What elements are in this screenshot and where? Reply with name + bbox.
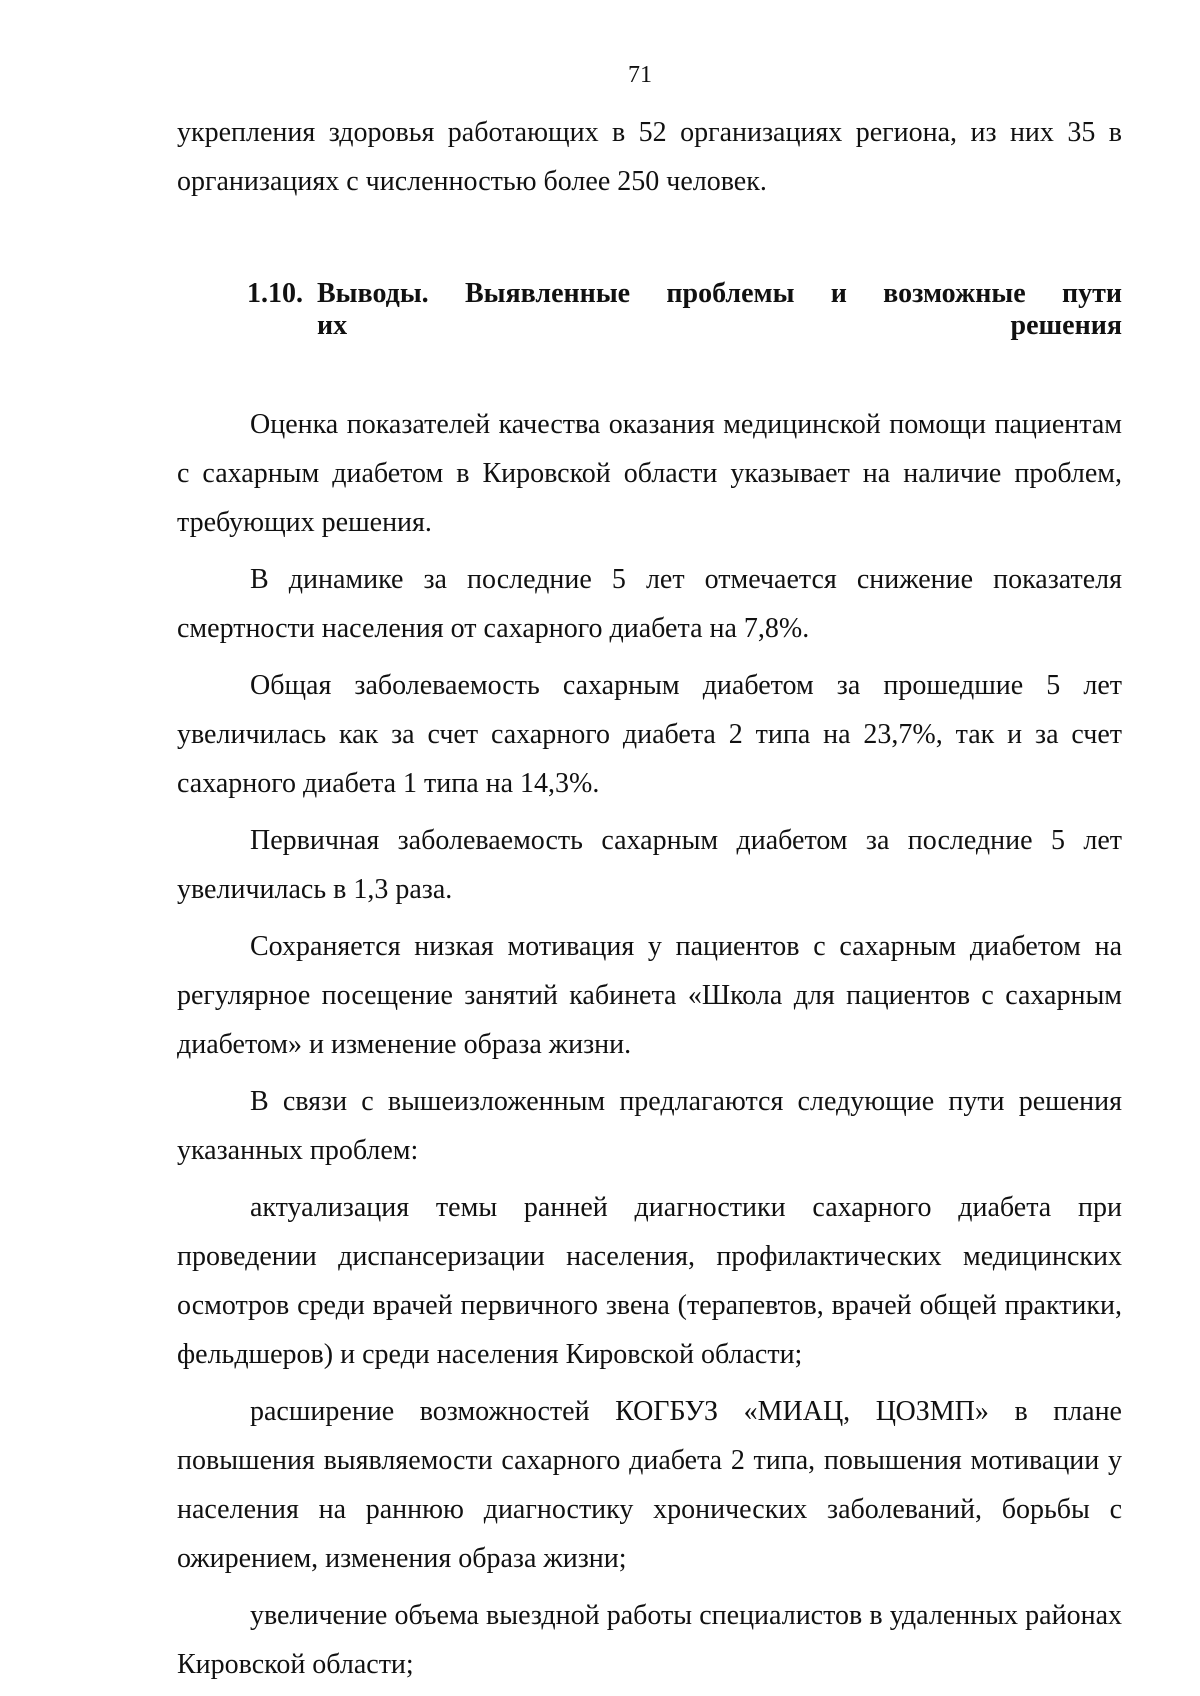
section-heading-line2: их решения xyxy=(317,310,1122,341)
page-number: 71 xyxy=(628,62,652,88)
paragraph: В динамике за последние 5 лет отмечается снижение показателя смертности населения от сахарного диабета на 7,8%. xyxy=(177,564,1122,644)
section-heading xyxy=(177,278,1122,342)
paragraph: Первичная заболеваемость сахарным диабетом за последние 5 лет увеличилась в 1,3 раза. xyxy=(177,825,1122,905)
paragraph: Общая заболеваемость сахарным диабетом за прошедшие 5 лет увеличилась как за счет сахарного диабета 2 типа на 23,7%, так и за счет сахарного диабета 1 типа на 14,3%. xyxy=(177,670,1122,799)
list-item: расширение возможностей КОГБУЗ «МИАЦ, ЦОЗМП» в плане повышения выявляемости сахарного диабета 2 типа, повышения мотивации у населения на раннюю диагностику хронических заболеваний, борьбы с ожирением, изменения образа жизни; xyxy=(177,1396,1122,1574)
text-column xyxy=(177,108,1122,1689)
paragraph: В связи с вышеизложенным предлагаются следующие пути решения указанных проблем: xyxy=(177,1086,1122,1166)
section-heading-line1: Выводы. Выявленные проблемы и возможные пути xyxy=(317,278,1122,309)
list-item: увеличение объема выездной работы специалистов в удаленных районах Кировской области; xyxy=(177,1600,1122,1680)
paragraph: Оценка показателей качества оказания медицинской помощи пациентам с сахарным диабетом в Кировской области указывает на наличие проблем, требующих решения. xyxy=(177,409,1122,538)
list-item: актуализация темы ранней диагностики сахарного диабета при проведении диспансеризации населения, профилактических медицинских осмотров среди врачей первичного звена (терапевтов, врачей общей практики, фельдшеров) и среди населения Кировской области; xyxy=(177,1192,1122,1370)
section-heading-text xyxy=(317,278,1122,342)
paragraph: Сохраняется низкая мотивация у пациентов с сахарным диабетом на регулярное посещение занятий кабинета «Школа для пациентов с сахарным диабетом» и изменение образа жизни. xyxy=(177,931,1122,1060)
continuation-paragraph: укрепления здоровья работающих в 52 организациях региона, из них 35 в организациях с численностью более 250 человек. xyxy=(177,117,1122,197)
section-heading-number: 1.10. xyxy=(247,278,303,309)
